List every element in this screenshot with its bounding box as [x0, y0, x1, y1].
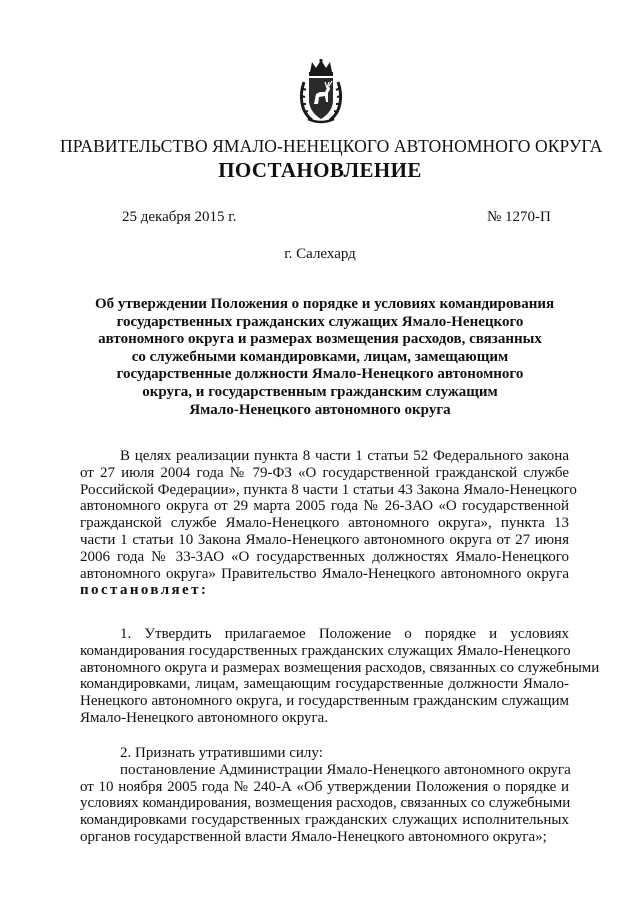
document-city: г. Салехард	[284, 246, 356, 262]
decree-word-line	[80, 582, 569, 599]
subject-line: округа, и государственным гражданским служащим	[142, 383, 498, 400]
paragraph-line: части 1 статьи 10 Закона Ямало-Ненецкого автономного округа от 27 июня	[80, 531, 569, 548]
subject-line: государственные должности Ямало-Ненецкого автономного	[116, 366, 524, 383]
paragraph-line: автономного округа» Правительство Ямало-Ненецкого автономного округа	[80, 565, 569, 582]
paragraph-line: командировками государственных гражданских служащих исполнительных	[80, 812, 569, 829]
paragraph-line: В целях реализации пункта 8 части 1 статьи 52 Федерального закона	[120, 448, 569, 464]
paragraph-line: гражданской службе Ямало-Ненецкого автономного округа», пункта 13	[80, 515, 569, 532]
paragraph-line: автономного округа от 29 марта 2005 года № 26-ЗАО «О государственной	[80, 498, 569, 515]
subject-line: государственных гражданских служащих Ямало-Ненецкого	[116, 313, 524, 330]
paragraph-line: от 10 ноября 2005 года № 240-А «Об утверждении Положения о порядке и	[80, 778, 569, 795]
paragraph-line: условиях командирования, возмещения расходов, связанных со служебными	[80, 795, 571, 812]
paragraph-line: Российской Федерации», пункта 8 части 1 статьи 43 Закона Ямало-Ненецкого	[80, 481, 577, 498]
subject-line: автономного округа и размерах возмещения расходов, связанных	[98, 331, 542, 348]
government-title: ПРАВИТЕЛЬСТВО ЯМАЛО-НЕНЕЦКОГО АВТОНОМНОГО ОКРУГА	[60, 136, 603, 156]
decree-word: постановляет:	[80, 582, 209, 599]
subject-line: со служебными командировками, лицам, замещающим	[131, 348, 509, 365]
paragraph-line: 2. Признать утратившими силу:	[120, 745, 323, 761]
paragraph-line: Ямало-Ненецкого автономного округа.	[80, 709, 329, 726]
item-1-paragraph	[80, 626, 600, 727]
subject-line: Ямало-Ненецкого автономного округа	[189, 401, 451, 418]
coat-of-arms-icon	[298, 58, 344, 126]
document-type-title: ПОСТАНОВЛЕНИЕ	[218, 158, 422, 182]
paragraph-line: постановление Администрации Ямало-Ненецкого автономного округа	[120, 761, 571, 778]
paragraph-line: автономного округа и размерах возмещения расходов, связанных со служебными	[80, 659, 600, 676]
document-number: № 1270-П	[487, 209, 551, 225]
preamble-paragraph	[80, 448, 577, 599]
document-date: 25 декабря 2015 г.	[122, 209, 237, 225]
subject-line: Об утверждении Положения о порядке и условиях командирования	[95, 296, 555, 312]
paragraph-line: 1. Утвердить прилагаемое Положение о порядке и условиях	[120, 626, 569, 642]
document-subject	[95, 296, 555, 419]
item-2-paragraph	[80, 745, 569, 846]
paragraph-line: командировками, лицам, замещающим государственные должности Ямало-	[80, 676, 569, 693]
paragraph-line: 2006 года № 33-ЗАО «О государственных должностях Ямало-Ненецкого	[80, 548, 569, 565]
paragraph-line: Ненецкого автономного округа, и государственным гражданским служащим	[80, 693, 569, 710]
paragraph-line: органов государственной власти Ямало-Ненецкого автономного округа»;	[80, 828, 547, 845]
paragraph-line: от 27 июля 2004 года № 79-ФЗ «О государственной гражданской службе	[80, 464, 569, 481]
paragraph-line: командирования государственных гражданских служащих Ямало-Ненецкого	[80, 642, 571, 659]
